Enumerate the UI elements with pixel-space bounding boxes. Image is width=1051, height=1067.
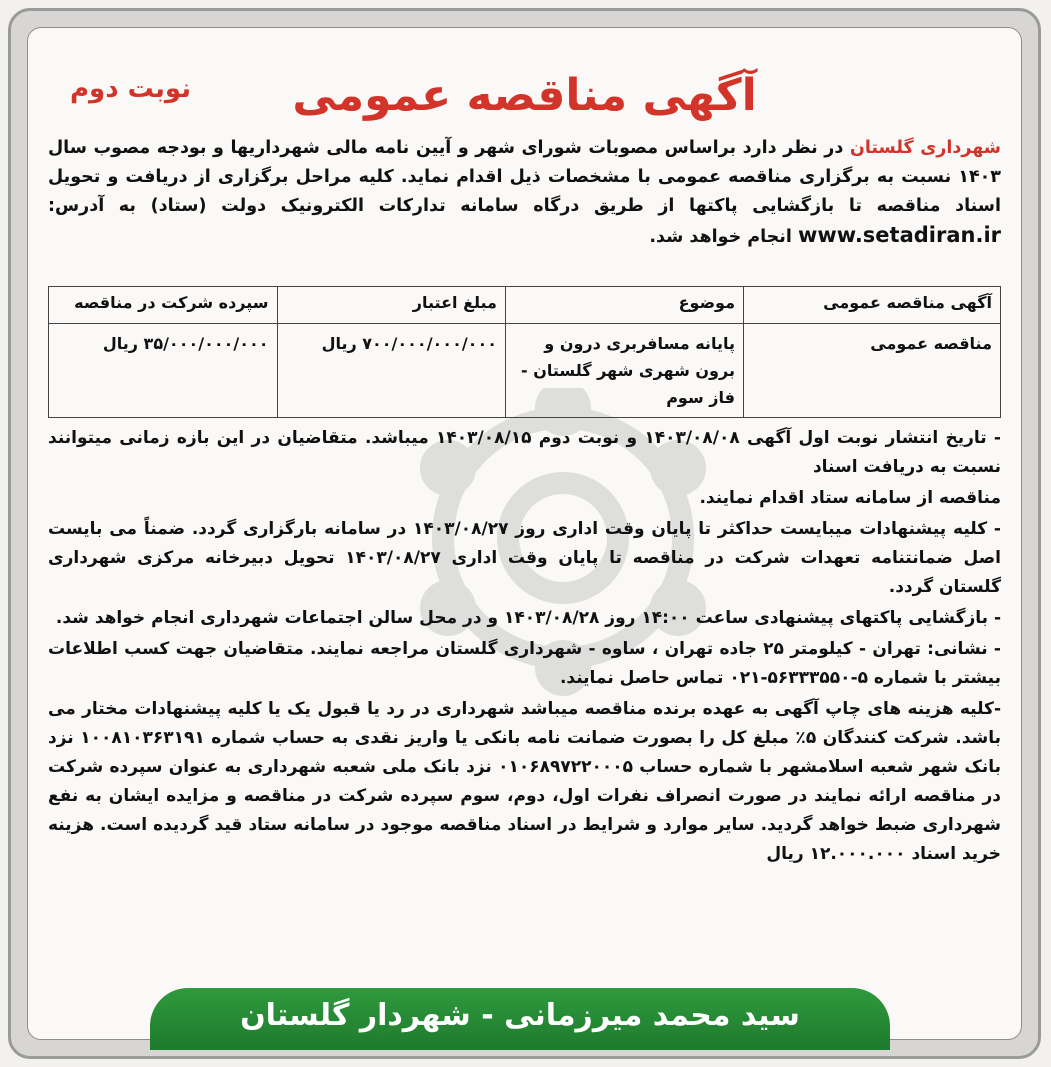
- notice-body: [48, 424, 1001, 871]
- footer-banner: [150, 988, 890, 1050]
- paragraph-conditions: -کلیه هزینه های چاپ آگهی به عهده برنده مناقصه میباشد شهرداری در رد یا قبول یک یا کلیه پیشنهادات مختار می باشد. شرکت کنندگان ۵٪ مبلغ کل را بصورت ضمانت نامه بانکی یا واریز نقدی به حساب شماره ۱۰۰۸۱۰۳۶۳۱۹۱ نزد بانک شهر شعبه اسلامشهر با شماره حساب ۰۱۰۶۸۹۷۲۲۰۰۰۵ نزد بانک ملی شعبه شهرداری به عنوان سپرده شرکت در مناقصه ارائه نمایند در صورت انصراف نفرات اول، دوم، سوم سپرده شرکت در مناقصه و مزایده ایشان به نفع شهرداری ضبط خواهد گردید. سایر موارد و شرایط در اسناد مناقصه موجود در سامانه ستاد قید گردیده است. هزینه خرید اسناد ۱۲.۰۰۰.۰۰۰ ریال: [48, 699, 1002, 864]
- edition-label: نوبت دوم: [70, 74, 191, 104]
- column-header-deposit: سپرده شرکت در مناقصه: [49, 287, 278, 324]
- cell-subject: پایانه مسافربری درون و برون شهری شهر گلستان - فاز سوم: [505, 324, 743, 418]
- intro-text: در نظر دارد براساس مصوبات شورای شهر و آیین نامه مالی شهرداریها و بودجه مصوب سال ۱۴۰۳ نسبت به برگزاری مناقصه عمومی با مشخصات ذیل اقدام نماید. کلیه مراحل برگزاری از دریافت و تحویل اسناد مناقصه تا بازگشایی پاکتها از طریق درگاه سامانه تدارکات الکترونیک دولت (ستاد) به آدرس:: [48, 138, 1001, 216]
- cell-deposit: ۳۵/۰۰۰/۰۰۰/۰۰۰ ریال: [49, 324, 278, 418]
- intro-paragraph: [48, 134, 1001, 252]
- website-link[interactable]: www.setadiran.ir: [797, 223, 1001, 247]
- mayor-signature: سید محمد میرزمانی - شهردار گلستان: [240, 998, 800, 1033]
- paragraph-address: - نشانی: تهران - کیلومتر ۲۵ جاده تهران ، ساوه - شهرداری گلستان مراجعه نمایند. متقاضیان جهت کسب اطلاعات بیشتر با شماره ۵-۵۶۳۳۳۵۵۰-۰۲۱ تماس حاصل نمایند.: [48, 639, 1001, 688]
- document-frame: [8, 8, 1041, 1059]
- table-row: [49, 324, 1001, 418]
- column-header-budget: مبلغ اعتبار: [277, 287, 505, 324]
- paragraph-publication-dates: - تاریخ انتشار نوبت اول آگهی ۱۴۰۳/۰۸/۰۸ و نوبت دوم ۱۴۰۳/۰۸/۱۵ میباشد. متقاضیان در این بازه زمانی میتوانند نسبت به دریافت اسناد: [48, 428, 1001, 477]
- municipality-name: شهرداری گلستان: [849, 138, 1001, 158]
- table-header-row: [49, 287, 1001, 324]
- cell-budget: ۷۰۰/۰۰۰/۰۰۰/۰۰۰ ریال: [277, 324, 505, 418]
- paragraph-documents: مناقصه از سامانه ستاد اقدام نمایند.: [699, 488, 1001, 508]
- notice-content: [48, 28, 1001, 1039]
- paragraph-opening: - بازگشایی پاکتهای پیشنهادی ساعت ۱۴:۰۰ روز ۱۴۰۳/۰۸/۲۸ و در محل سالن اجتماعات شهرداری انجام خواهد شد.: [55, 608, 1001, 628]
- column-header-subject: موضوع: [505, 287, 743, 324]
- tender-table: [48, 286, 1001, 418]
- notice-title: آگهی مناقصه عمومی: [292, 70, 757, 121]
- intro-text-end: انجام خواهد شد.: [649, 227, 798, 247]
- cell-type: مناقصه عمومی: [743, 324, 1000, 418]
- paragraph-submission: - کلیه پیشنهادات میبایست حداکثر تا پایان وقت اداری روز ۱۴۰۳/۰۸/۲۷ در سامانه بارگزاری گردد. ضمناً می بایست اصل ضمانتنامه تعهدات شرکت در مناقصه تا پایان وقت اداری ۱۴۰۳/۰۸/۲۷ تحویل دبیرخانه مرکزی شهرداری گلستان گردد.: [48, 519, 1001, 597]
- document-page: [27, 27, 1022, 1040]
- column-header-type: آگهی مناقصه عمومی: [743, 287, 1000, 324]
